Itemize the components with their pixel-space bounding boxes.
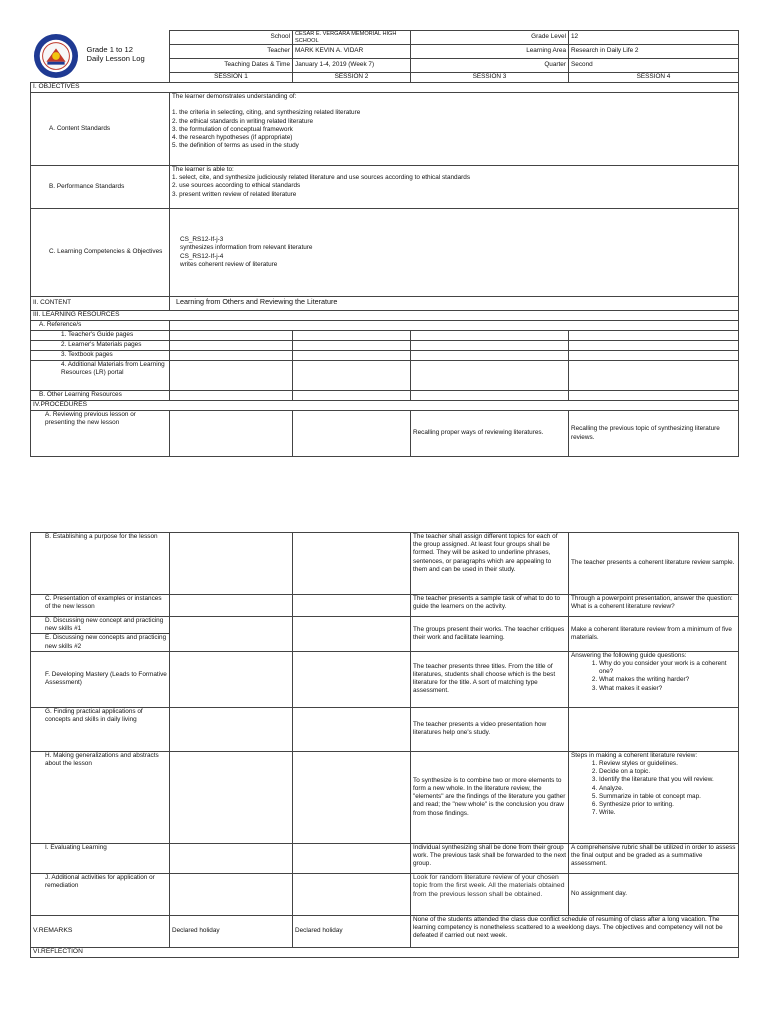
content-standards-label: A. Content Standards (31, 93, 170, 166)
log-title-line2: Daily Lesson Log (86, 54, 145, 64)
list-item: 2. What makes the writing harder? (599, 676, 736, 684)
proc-i-s2 (293, 843, 411, 873)
proc-j-s1 (170, 873, 293, 915)
reflection-heading: VI.REFLECTION (31, 947, 739, 957)
proc-h-s1 (170, 751, 293, 843)
performance-standards-label: B. Performance Standards (31, 166, 170, 209)
proc-j-s2 (293, 873, 411, 915)
proc-h-label: H. Making generalizations and abstracts about the lesson (31, 751, 170, 843)
other-resources-label: B. Other Learning Resources (31, 391, 170, 401)
proc-c-s2 (293, 595, 411, 617)
session-1-header: SESSION 1 (170, 73, 293, 83)
list-item: 4. Analyze. (599, 785, 736, 793)
learners-materials-label: 2. Learner's Materials pages (31, 341, 170, 351)
lr-portal-label: 4. Additional Materials from Learning Resources (LR) portal (31, 361, 170, 391)
lr-s4 (569, 361, 739, 391)
proc-a-s2 (293, 411, 411, 457)
proc-b-s4: The teacher presents a coherent literature review sample. (569, 533, 739, 595)
proc-c-s1 (170, 595, 293, 617)
proc-g-s3: The teacher presents a video presentation how literatures help one's study. (411, 707, 569, 751)
list-item: 1. Review styles or guidelines. (599, 760, 736, 768)
proc-de-s3: The groups present their works. The teacher critiques their work and facilitate learning. (411, 617, 569, 652)
deped-seal-icon (33, 33, 79, 79)
list-item: 1. Why do you consider your work is a coherent one? (599, 660, 736, 676)
proc-b-label: B. Establishing a purpose for the lesson (31, 533, 170, 595)
proc-i-s1 (170, 843, 293, 873)
proc-a-s4: Recalling the previous topic of synthesizing literature reviews. (569, 411, 739, 457)
area-label: Learning Area (411, 45, 569, 59)
tg-s2 (293, 331, 411, 341)
ol-s4 (569, 391, 739, 401)
proc-c-label: C. Presentation of examples or instances of the new lesson (31, 595, 170, 617)
grade-value: 12 (569, 31, 739, 45)
proc-c-s4: Through a powerpoint presentation, answer the question: What is a coherent literature review? (569, 595, 739, 617)
dll-table-top (30, 30, 739, 457)
proc-b-s1 (170, 533, 293, 595)
proc-g-label: G. Finding practical applications of concepts and skills in daily living (31, 707, 170, 751)
proc-f-s3: The teacher presents three titles. From the title of literatures, students shall choose which is the best literature for the title. A sort of matching type assessment. (411, 651, 569, 707)
dll-page-1 (30, 30, 738, 457)
textbook-label: 3. Textbook pages (31, 351, 170, 361)
lr-s2 (293, 361, 411, 391)
ol-s2 (293, 391, 411, 401)
area-value: Research in Daily Life 2 (569, 45, 739, 59)
remarks-s34: None of the students attended the class due conflict schedule of resuming of class after a long vacation. The learning competency is nonetheless scattered to a weeklong days. The objectives and competency will not be defeated if carried out next week. (411, 915, 739, 947)
dll-table-procedures (30, 532, 739, 958)
proc-d-label: D. Discussing new concept and practicing new skills #1 (31, 617, 170, 634)
dll-page-2 (30, 532, 738, 958)
proc-f-s4 (569, 651, 739, 707)
content-text: Learning from Others and Reviewing the Literature (170, 297, 739, 311)
proc-j-s3: Look for random literature review of your chosen topic from the first week. All the materials obtained from the previous lesson shall be obtained. (411, 873, 569, 915)
remarks-s2: Declared holiday (293, 915, 411, 947)
lm-s3 (411, 341, 569, 351)
proc-g-s1 (170, 707, 293, 751)
lm-s4 (569, 341, 739, 351)
list-item: 7. Write. (599, 809, 736, 817)
proc-a-s3: Recalling proper ways of reviewing literatures. (411, 411, 569, 457)
grade-label: Grade Level (411, 31, 569, 45)
tg-s4 (569, 331, 739, 341)
teacher-label: Teacher (170, 45, 293, 59)
list-item: 5. Summarize in table ot concept map. (599, 793, 736, 801)
tb-s3 (411, 351, 569, 361)
remarks-s1: Declared holiday (170, 915, 293, 947)
proc-g-s4 (569, 707, 739, 751)
proc-de-s2 (293, 617, 411, 652)
proc-j-label: J. Additional activities for application or remediation (31, 873, 170, 915)
ol-s1 (170, 391, 293, 401)
list-item: 2. Decide on a topic. (599, 768, 736, 776)
proc-i-s4: A comprehensive rubric shall be utilized in order to assess the final output and be graded as a summative assessment. (569, 843, 739, 873)
proc-i-label: I. Evaluating Learning (31, 843, 170, 873)
dates-label: Teaching Dates & Time (170, 59, 293, 73)
references-label: A. Reference/s (31, 321, 170, 331)
proc-j-s4: No assignment day. (569, 873, 739, 915)
resources-heading: III. LEARNING RESOURCES (31, 311, 739, 321)
teachers-guide-label: 1. Teacher's Guide pages (31, 331, 170, 341)
quarter-value: Second (569, 59, 739, 73)
proc-h-s4-intro: Steps in making a coherent literature review: (571, 751, 698, 759)
dates-value: January 1-4, 2019 (Week 7) (293, 59, 411, 73)
quarter-label: Quarter (411, 59, 569, 73)
proc-b-s2 (293, 533, 411, 595)
proc-a-s1 (170, 411, 293, 457)
proc-a-label: A. Reviewing previous lesson or presenting the new lesson (31, 411, 170, 457)
proc-de-s4: Make a coherent literature review from a minimum of five materials. (569, 617, 739, 652)
list-item: 6. Synthesize prior to writing. (599, 801, 736, 809)
proc-f-s2 (293, 651, 411, 707)
content-heading: II. CONTENT (31, 297, 170, 311)
procedures-heading: IV.PROCEDURES (31, 401, 739, 411)
proc-f-s4-intro: Answering the following guide questions: (571, 651, 687, 659)
proc-h-s4 (569, 751, 739, 843)
school-value: CESAR E. VERGARA MEMORIAL HIGH SCHOOL (293, 31, 411, 45)
tg-s3 (411, 331, 569, 341)
school-label: School (170, 31, 293, 45)
proc-g-s2 (293, 707, 411, 751)
proc-f-s1 (170, 651, 293, 707)
proc-e-label: E. Discussing new concepts and practicing new skills #2 (31, 634, 170, 651)
proc-f-s4-list (571, 660, 736, 693)
proc-b-s3: The teacher shall assign different topics for each of the group assigned. At least four groups shall be formed. They will be asked to underline phrases, sentences, or paragraphs which are appealing to them and can be used in their study. (411, 533, 569, 595)
lm-s1 (170, 341, 293, 351)
ol-s3 (411, 391, 569, 401)
lr-s1 (170, 361, 293, 391)
references-cell (170, 321, 739, 331)
log-title-line1: Grade 1 to 12 (86, 44, 133, 54)
proc-f-label: F. Developing Mastery (Leads to Formative Assessment) (31, 651, 170, 707)
proc-h-s4-list (571, 760, 736, 817)
performance-standards-text: The learner is able to: 1. select, cite, and synthesize judiciously related literature and use sources according to ethical standards 2. use sources according to ethical standards 3. present written review of related literature (170, 166, 739, 209)
tg-s1 (170, 331, 293, 341)
competencies-label: C. Learning Competencies & Objectives (31, 209, 170, 297)
remarks-label: V.REMARKS (31, 915, 170, 947)
proc-de-s1 (170, 617, 293, 652)
objectives-heading: I. OBJECTIVES (31, 83, 739, 93)
list-item: 3. Identify the literature that you will review. (599, 776, 736, 784)
log-title (87, 45, 145, 65)
session-2-header: SESSION 2 (293, 73, 411, 83)
list-item: 3. What makes it easier? (599, 685, 736, 693)
tb-s1 (170, 351, 293, 361)
proc-i-s3: Individual synthesizing shall be done from their group work. The previous task shall be forwarded to the next group. (411, 843, 569, 873)
competencies-text: CS_RS12-If-j-3 synthesizes information from relevant literature CS_RS12-If-j-4 writes coherent review of literature (170, 209, 739, 297)
proc-c-s3: The teacher presents a sample task of what to do to guide the learners on the activity. (411, 595, 569, 617)
session-3-header: SESSION 3 (411, 73, 569, 83)
header-logo-area (31, 31, 170, 83)
lm-s2 (293, 341, 411, 351)
tb-s2 (293, 351, 411, 361)
proc-h-s2 (293, 751, 411, 843)
teacher-value: MARK KEVIN A. VIDAR (293, 45, 411, 59)
tb-s4 (569, 351, 739, 361)
lr-s3 (411, 361, 569, 391)
content-standards-text: The learner demonstrates understanding of: 1. the criteria in selecting, citing, and synthesizing related literature 2. the ethical standards in writing related literature 3. the formulation of conceptual framework 4. the research hypotheses (if appropriate) 5. the definition of terms as used in the study (170, 93, 739, 166)
session-4-header: SESSION 4 (569, 73, 739, 83)
proc-h-s3: To synthesize is to combine two or more elements to form a new whole. In the literature review, the "elements" are the findings of the literature you gather and read; the "new whole" is the conclusion you draw from those findings. (411, 751, 569, 843)
